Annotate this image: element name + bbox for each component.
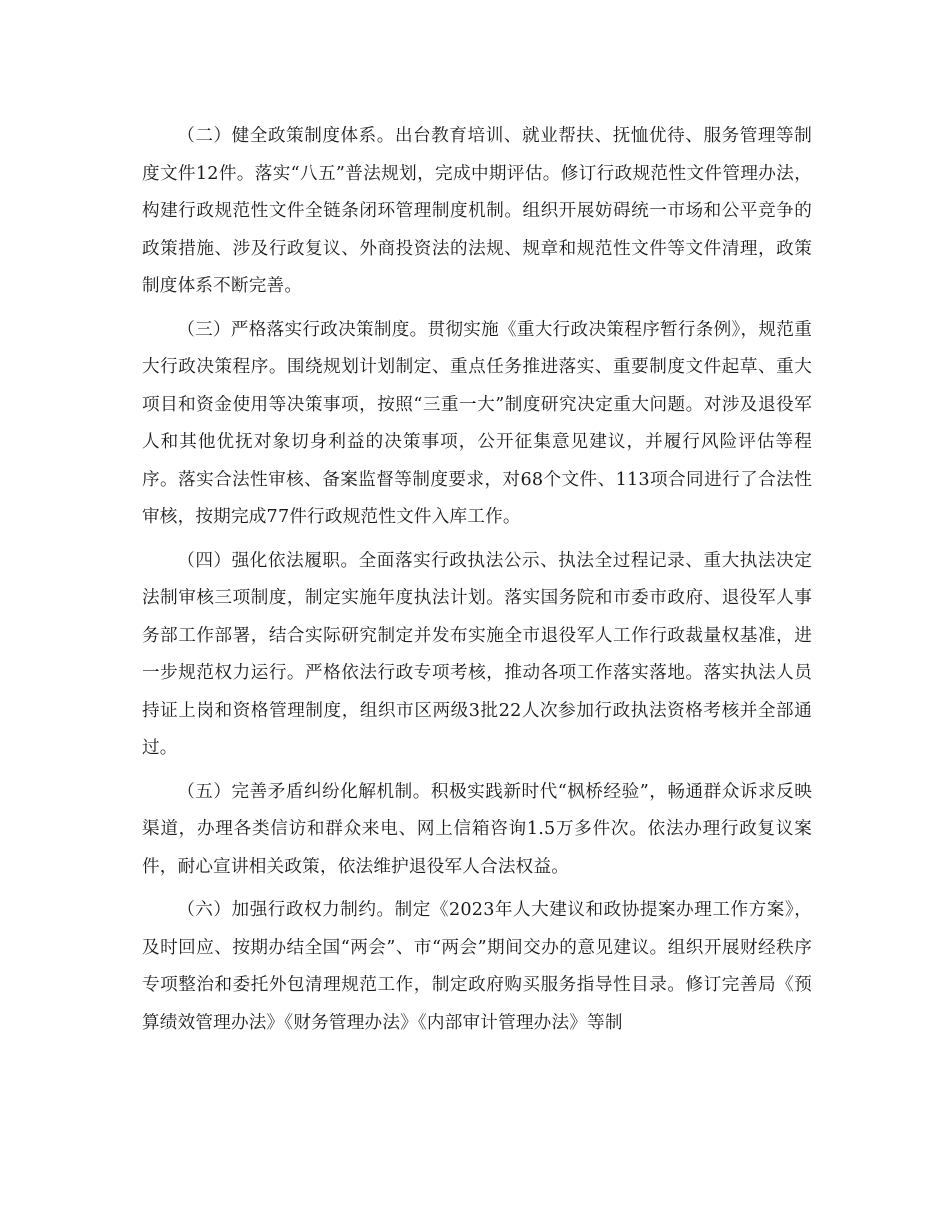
paragraph-policy-system: （二）健全政策制度体系。出台教育培训、就业帮扶、抚恤优待、服务管理等制度文件12件。落实“八五”普法规划，完成中期评估。修订行政规范性文件管理办法，构建行政规范性文件全链条闭环管理制度机制。组织开展妨碍统一市场和公平竞争的政策措施、涉及行政复议、外商投资法的法规、规章和规范性文件等文件清理，政策制度体系不断完善。	[142, 126, 812, 296]
paragraph-decision-making: （三）严格落实行政决策制度。贯彻实施《重大行政决策程序暂行条例》，规范重大行政决策程序。围绕规划计划制定、重点任务推进落实、重要制度文件起草、重大项目和资金使用等决策事项，按照“三重一大”制度研究决定重大问题。对涉及退役军人和其他优抚对象切身利益的决策事项，公开征集意见建议，并履行风险评估等程序。落实合法性审核、备案监督等制度要求，对68个文件、113项合同进行了合法性审核，按期完成77件行政规范性文件入库工作。	[142, 319, 812, 527]
paragraph-dispute-resolution: （五）完善矛盾纠纷化解机制。积极实践新时代“枫桥经验”，畅通群众诉求反映渠道，办理各类信访和群众来电、网上信箱咨询1.5万多件次。依法办理行政复议案件，耐心宣讲相关政策，依法维护退役军人合法权益。	[142, 781, 812, 877]
paragraph-power-constraint: （六）加强行政权力制约。制定《2023年人大建议和政协提案办理工作方案》，及时回应、按期办结全国“两会”、市“两会”期间交办的意见建议。组织开展财经秩序专项整治和委托外包清理规范工作，制定政府购买服务指导性目录。修订完善局《预算绩效管理办法》《财务管理办法》《内部审计管理办法》等制	[142, 900, 812, 1033]
paragraph-law-enforcement: （四）强化依法履职。全面落实行政执法公示、执法全过程记录、重大执法决定法制审核三项制度，制定实施年度执法计划。落实国务院和市委市政府、退役军人事务部工作部署，结合实际研究制定并发布实施全市退役军人工作行政裁量权基准，进一步规范权力运行。严格依法行政专项考核，推动各项工作落实落地。落实执法人员持证上岗和资格管理制度，组织市区两级3批22人次参加行政执法资格考核并全部通过。	[142, 550, 812, 758]
document-body	[142, 118, 812, 1048]
